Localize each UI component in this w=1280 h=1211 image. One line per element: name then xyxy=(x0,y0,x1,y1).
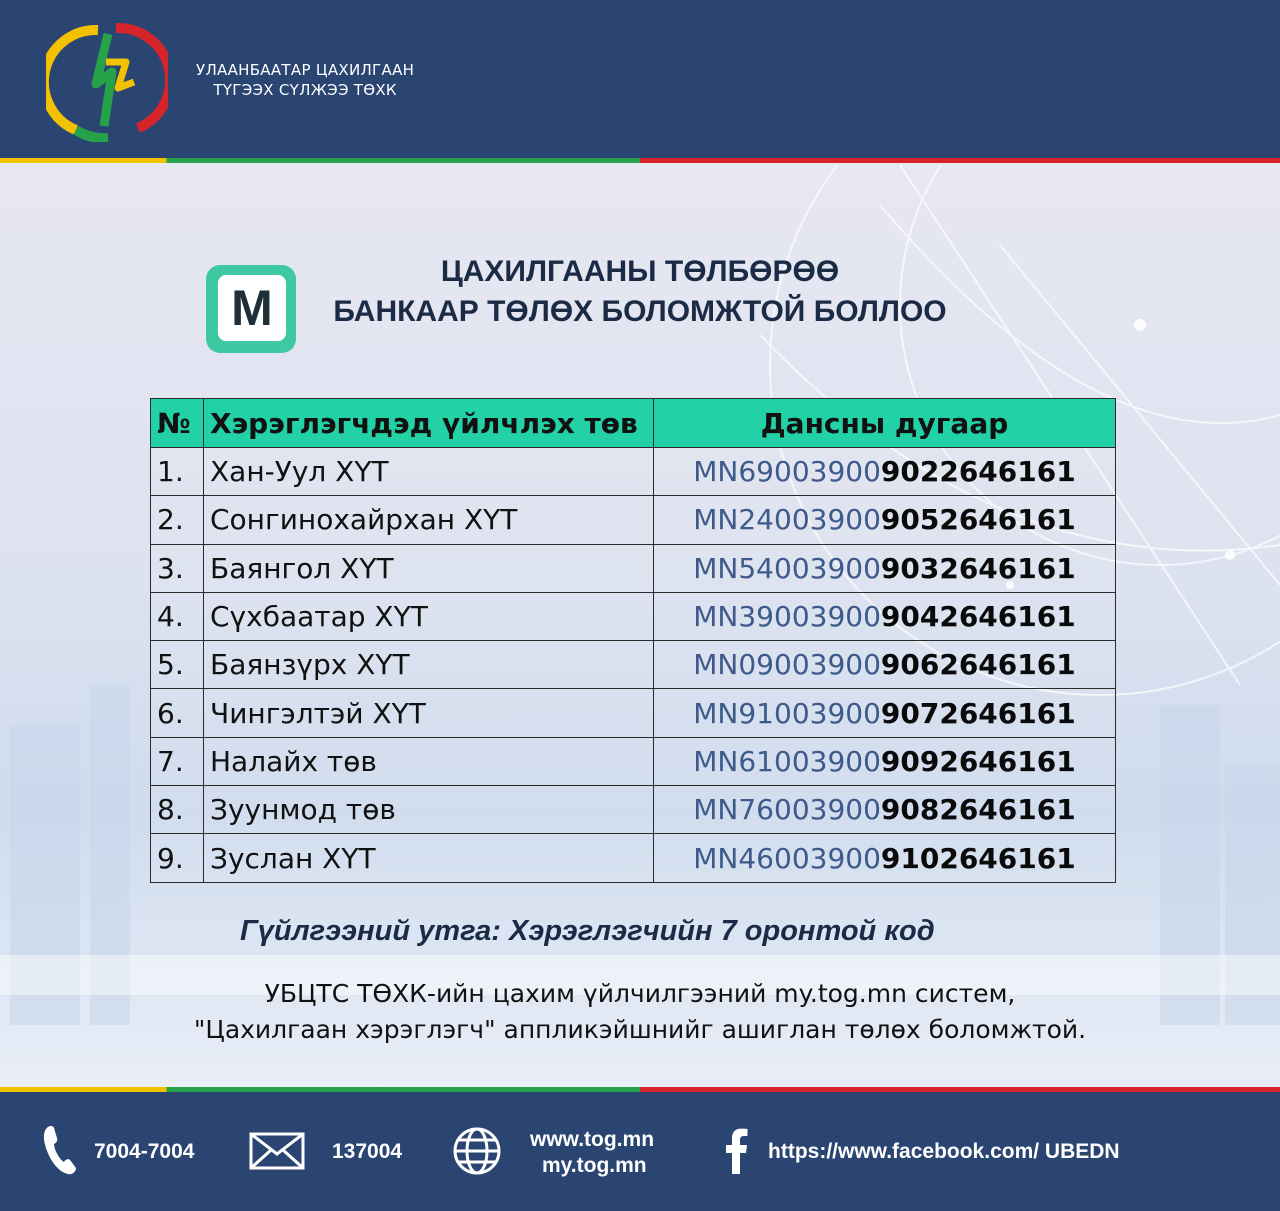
row-service-center: Зуслан ХҮТ xyxy=(204,834,654,882)
row-service-center: Хан-Уул ХҮТ xyxy=(204,448,654,496)
header-number: № xyxy=(151,399,204,448)
table-row xyxy=(151,737,1116,785)
account-prefix: MN39003900 xyxy=(693,600,881,634)
row-service-center: Баянгол ХҮТ xyxy=(204,544,654,592)
row-service-center: Баянзүрх ХҮТ xyxy=(204,641,654,689)
title-line2: БАНКААР ТӨЛӨХ БОЛОМЖТОЙ БОЛЛОО xyxy=(333,295,947,328)
company-logo-icon xyxy=(46,22,168,142)
account-prefix: MN76003900 xyxy=(693,793,881,827)
account-suffix: 9082646161 xyxy=(880,793,1076,827)
page-title xyxy=(300,252,980,332)
row-account-number xyxy=(654,834,1116,882)
title-line1: ЦАХИЛГААНЫ ТӨЛБӨРӨӨ xyxy=(440,255,840,288)
table-header-row xyxy=(151,399,1116,448)
row-number: 7. xyxy=(151,737,204,785)
company-name xyxy=(196,60,414,100)
row-number: 6. xyxy=(151,689,204,737)
sms-number[interactable]: 137004 xyxy=(332,1140,403,1163)
row-service-center: Чингэлтэй ХҮТ xyxy=(204,689,654,737)
account-suffix: 9072646161 xyxy=(880,696,1076,730)
header-bar xyxy=(0,0,1280,160)
row-account-number xyxy=(654,641,1116,689)
row-service-center: Зуунмод төв xyxy=(204,786,654,834)
header-service-center: Хэрэглэгчдэд үйлчлэх төв xyxy=(204,399,654,448)
row-number: 1. xyxy=(151,448,204,496)
row-number: 5. xyxy=(151,641,204,689)
payment-description xyxy=(100,976,1180,1048)
facebook-link[interactable]: https://www.facebook.com/ UBEDN xyxy=(768,1140,1120,1163)
account-prefix: MN91003900 xyxy=(693,696,881,730)
account-suffix: 9052646161 xyxy=(880,503,1076,537)
transaction-purpose-note: Гүйлгээний утга: Хэрэглэгчийн 7 оронтой код xyxy=(240,915,935,947)
row-number: 3. xyxy=(151,544,204,592)
accounts-table xyxy=(150,398,1116,883)
account-suffix: 9102646161 xyxy=(880,841,1076,875)
account-prefix: MN46003900 xyxy=(693,841,881,875)
account-prefix: MN69003900 xyxy=(693,455,881,489)
table-row xyxy=(151,641,1116,689)
description-line1: УБЦТС ТӨХК-ийн цахим үйлчилгээний my.tog.mn систем, xyxy=(264,979,1016,1008)
row-number: 2. xyxy=(151,496,204,544)
bank-badge-letter: M xyxy=(218,275,286,341)
row-account-number xyxy=(654,592,1116,640)
table-row xyxy=(151,786,1116,834)
account-suffix: 9022646161 xyxy=(880,455,1076,489)
company-name-line2: ТҮГЭЭХ СҮЛЖЭЭ ТӨХК xyxy=(213,81,397,99)
top-color-stripe xyxy=(0,158,1280,163)
row-account-number xyxy=(654,496,1116,544)
row-account-number xyxy=(654,544,1116,592)
phone-icon xyxy=(42,1124,78,1176)
account-suffix: 9032646161 xyxy=(880,551,1076,585)
website-link[interactable]: www.tog.mn xyxy=(530,1128,655,1151)
table-row xyxy=(151,496,1116,544)
phone-number[interactable]: 7004-7004 xyxy=(94,1140,195,1163)
row-number: 4. xyxy=(151,592,204,640)
bank-badge-icon xyxy=(206,265,296,353)
account-prefix: MN54003900 xyxy=(693,551,881,585)
mail-icon xyxy=(249,1132,305,1170)
company-name-line1: УЛААНБААТАР ЦАХИЛГААН xyxy=(196,61,415,79)
description-line2: "Цахилгаан хэрэглэгч" аппликэйшнийг ашиглан төлөх боломжтой. xyxy=(193,1015,1087,1044)
table-row xyxy=(151,448,1116,496)
account-suffix: 9042646161 xyxy=(880,600,1076,634)
globe-icon xyxy=(452,1126,502,1176)
row-service-center: Сүхбаатар ХҮТ xyxy=(204,592,654,640)
facebook-icon xyxy=(726,1128,748,1174)
account-suffix: 9092646161 xyxy=(880,744,1076,778)
row-service-center: Налайх төв xyxy=(204,737,654,785)
row-service-center: Сонгинохайрхан ХҮТ xyxy=(204,496,654,544)
table-row xyxy=(151,834,1116,882)
row-account-number xyxy=(654,786,1116,834)
row-number: 8. xyxy=(151,786,204,834)
table-row xyxy=(151,689,1116,737)
account-suffix: 9062646161 xyxy=(880,648,1076,682)
row-account-number xyxy=(654,689,1116,737)
footer-bar xyxy=(0,1092,1280,1211)
row-account-number xyxy=(654,737,1116,785)
table-row xyxy=(151,544,1116,592)
account-prefix: MN61003900 xyxy=(693,744,881,778)
row-account-number xyxy=(654,448,1116,496)
my-website-link[interactable]: my.tog.mn xyxy=(542,1154,647,1177)
table-row xyxy=(151,592,1116,640)
row-number: 9. xyxy=(151,834,204,882)
account-prefix: MN09003900 xyxy=(693,648,881,682)
account-prefix: MN24003900 xyxy=(693,503,881,537)
header-account-number: Дансны дугаар xyxy=(654,399,1116,448)
